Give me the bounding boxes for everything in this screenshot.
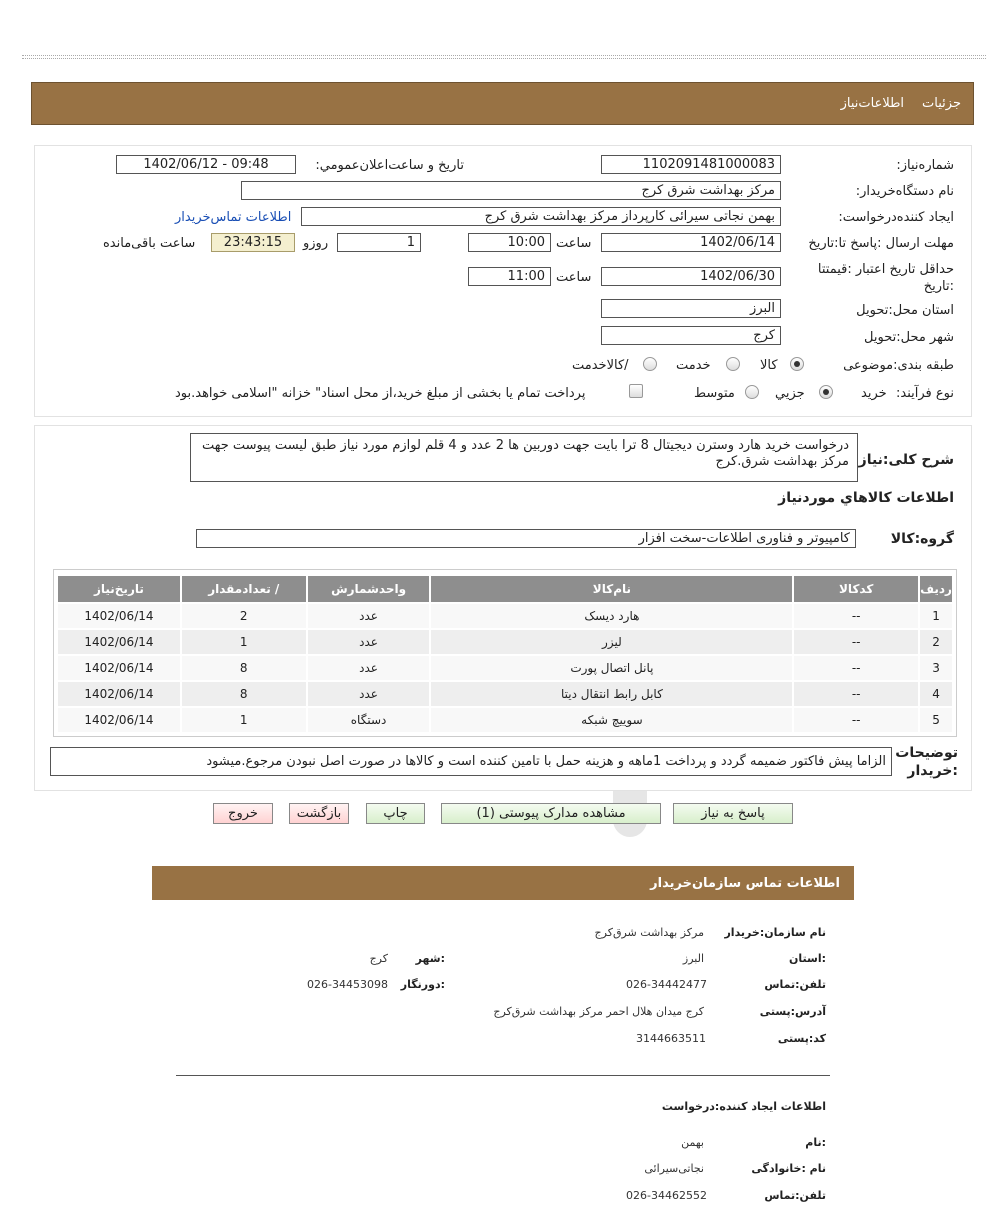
- need-number-field: 1102091481000083: [601, 155, 781, 174]
- creator-last-name-label: نام :خانوادگی: [751, 1162, 826, 1175]
- contact-address: کرج میدان هلال احمر مرکز بهداشت شرق‌کرج: [493, 1005, 704, 1018]
- buyer-contact-link[interactable]: اطلاعات تماس‌خریدار: [175, 210, 292, 225]
- category-radio-goods-service[interactable]: [643, 357, 657, 371]
- cell-row-number: 1: [920, 604, 952, 628]
- validity-time-field: 11:00: [468, 267, 551, 286]
- attachments-button[interactable]: مشاهده مدارک پیوستی (1): [441, 803, 661, 824]
- cell-need-date: 1402/06/14: [58, 708, 180, 732]
- contact-fax-label: :دورنگار: [400, 978, 445, 991]
- cell-goods-code: --: [794, 656, 918, 680]
- table-row: [58, 630, 952, 654]
- cell-quantity: 8: [182, 656, 306, 680]
- creator-phone-label: تلفن:تماس: [764, 1189, 826, 1202]
- cell-goods-name: هارد دیسک: [431, 604, 792, 628]
- breadcrumb-details[interactable]: جزئیات: [922, 96, 961, 111]
- contact-address-label: آدرس:پستی: [759, 1005, 826, 1018]
- col-goods-code: کدکالا: [794, 576, 918, 602]
- process-radio-small[interactable]: [819, 385, 833, 399]
- cell-row-number: 3: [920, 656, 952, 680]
- cell-need-date: 1402/06/14: [58, 656, 180, 680]
- cell-unit: عدد: [308, 682, 430, 706]
- creator-phone: 026-34462552: [626, 1189, 707, 1202]
- goods-group-field: کامپیوتر و فناوری اطلاعات-سخت افزار: [196, 529, 856, 548]
- cell-goods-name: لیزر: [431, 630, 792, 654]
- deadline-date-field: 1402/06/14: [601, 233, 781, 252]
- days-label: روزو: [303, 236, 329, 251]
- validity-time-label: ساعت: [556, 270, 592, 285]
- treasury-payment-checkbox[interactable]: [629, 384, 643, 398]
- contact-divider: [176, 1075, 830, 1076]
- cell-need-date: 1402/06/14: [58, 682, 180, 706]
- contact-city: کرج: [369, 952, 388, 965]
- announce-label: تاریخ و ساعت‌اعلان‌عمومي:: [315, 158, 464, 173]
- remaining-time-badge: 23:43:15: [211, 233, 295, 252]
- buyer-org-label: نام دستگاه‌خریدار:: [855, 184, 954, 199]
- table-row: [58, 708, 952, 732]
- announce-field: 1402/06/12 - 09:48: [116, 155, 296, 174]
- goods-info-title: اطلاعات کالاهاي مورد‌نیاز: [778, 490, 954, 506]
- cell-unit: دستگاه: [308, 708, 430, 732]
- creator-field: بهمن نجاتی سیرائی کارپرداز مرکز بهداشت شرق کرج: [301, 207, 781, 226]
- creator-last-name: نجاتی‌سیرائی: [644, 1162, 704, 1175]
- exit-button[interactable]: خروج: [213, 803, 273, 824]
- breadcrumb: [31, 82, 974, 125]
- cell-unit: عدد: [308, 630, 430, 654]
- table-row: [58, 682, 952, 706]
- contact-org-name-label: نام سازمان:خریدار: [724, 926, 826, 939]
- cell-unit: عدد: [308, 604, 430, 628]
- process-label: نوع فرآیند:: [896, 386, 954, 401]
- col-need-date: تاریخ‌نیاز: [58, 576, 180, 602]
- cell-need-date: 1402/06/14: [58, 630, 180, 654]
- buyer-notes-label-2: :خریدار: [907, 763, 958, 779]
- category-option-service: خدمت: [676, 358, 711, 373]
- contact-province-label: :استان: [789, 952, 826, 965]
- table-row: [58, 656, 952, 680]
- print-button[interactable]: چاپ: [366, 803, 425, 824]
- cell-goods-name: پانل اتصال پورت: [431, 656, 792, 680]
- cell-goods-code: --: [794, 630, 918, 654]
- contact-fax: 026-34453098: [307, 978, 388, 991]
- need-number-label: شماره‌نیاز:: [896, 158, 954, 173]
- contact-org-name: مرکز بهداشت شرق‌کرج: [594, 926, 704, 939]
- creator-info-title: اطلاعات ایجاد کننده:درخواست: [661, 1100, 826, 1113]
- cell-unit: عدد: [308, 656, 430, 680]
- goods-group-label: گروه:کالا: [890, 531, 954, 547]
- validity-label-2: :تاریخ: [923, 279, 954, 294]
- category-radio-goods[interactable]: [790, 357, 804, 371]
- contact-section-title: اطلاعات تماس سازمان‌خریدار: [152, 866, 854, 900]
- treasury-payment-note: پرداخت تمام یا بخشی از مبلغ خرید،از محل اسناد" خزانه "اسلامی خواهد.بود: [175, 386, 586, 401]
- description-box: درخواست خرید هارد وسترن دیجیتال 8 ترا بایت جهت دوربین ها 2 عدد و 4 قلم لوازم مورد نیاز طبق لیست پیوست جهت مرکز بهداشت شرق.کرج: [190, 433, 858, 482]
- cell-goods-name: کابل رابط انتقال دیتا: [431, 682, 792, 706]
- province-label: استان محل:تحویل: [856, 303, 954, 318]
- validity-label-1: حداقل تاریخ اعتبار :قیمتتا: [817, 262, 954, 277]
- buyer-notes-field: الزاما پیش فاکتور ضمیمه گردد و پرداخت 1ماهه و هزینه حمل با تامین کننده است و کالاها در صورت اصل نبودن مرجوع.میشود: [50, 747, 892, 776]
- creator-first-name: بهمن: [681, 1136, 704, 1149]
- back-button[interactable]: بازگشت: [289, 803, 349, 824]
- col-row-number: ردیف: [920, 576, 952, 602]
- contact-phone-label: تلفن:تماس: [764, 978, 826, 991]
- goods-table: [56, 574, 954, 734]
- table-header-row: [58, 576, 952, 602]
- contact-city-label: :شهر: [415, 952, 445, 965]
- contact-phone: 026-34442477: [626, 978, 707, 991]
- contact-postal: 3144663511: [636, 1032, 706, 1045]
- cell-quantity: 8: [182, 682, 306, 706]
- cell-goods-name: سوییچ شبکه: [431, 708, 792, 732]
- city-field: کرج: [601, 326, 781, 345]
- description-label: شرح کلی:نیاز: [858, 452, 954, 468]
- deadline-time-field: 10:00: [468, 233, 551, 252]
- table-row: [58, 604, 952, 628]
- cell-goods-code: --: [794, 604, 918, 628]
- deadline-label: مهلت ارسال :پاسخ تا:تاریخ: [808, 236, 954, 251]
- creator-first-name-label: :نام: [805, 1136, 826, 1149]
- category-label: طبقه بندی:موضوعی: [843, 358, 954, 373]
- breadcrumb-need-info[interactable]: اطلاعات‌نیاز: [840, 96, 905, 111]
- buyer-org-field: مرکز بهداشت شرق کرج: [241, 181, 781, 200]
- process-option-medium: متوسط: [694, 386, 735, 401]
- category-radio-service[interactable]: [726, 357, 740, 371]
- days-field: 1: [337, 233, 421, 252]
- cell-quantity: 2: [182, 604, 306, 628]
- deadline-time-label: ساعت: [556, 236, 592, 251]
- reply-button[interactable]: پاسخ به نیاز: [673, 803, 793, 824]
- cell-need-date: 1402/06/14: [58, 604, 180, 628]
- contact-postal-label: کد:پستی: [777, 1032, 826, 1045]
- cell-row-number: 2: [920, 630, 952, 654]
- cell-goods-code: --: [794, 682, 918, 706]
- category-option-goods: کالا: [760, 358, 778, 373]
- city-label: شهر محل:تحویل: [864, 330, 954, 345]
- validity-date-field: 1402/06/30: [601, 267, 781, 286]
- col-quantity: / تعدادمقدار: [182, 576, 306, 602]
- category-option-goods-service: /کالاخدمت: [572, 358, 629, 373]
- remaining-label: ساعت باقی‌مانده: [103, 236, 196, 251]
- process-radio-medium[interactable]: [745, 385, 759, 399]
- cell-goods-code: --: [794, 708, 918, 732]
- cell-quantity: 1: [182, 630, 306, 654]
- buyer-notes-label-1: توضیحات: [895, 745, 958, 761]
- contact-province: البرز: [682, 952, 704, 965]
- process-option-small: جزیي: [775, 386, 805, 401]
- province-field: البرز: [601, 299, 781, 318]
- cell-quantity: 1: [182, 708, 306, 732]
- col-goods-name: نام‌کالا: [431, 576, 792, 602]
- cell-row-number: 5: [920, 708, 952, 732]
- cell-row-number: 4: [920, 682, 952, 706]
- creator-label: ایجاد کننده‌درخواست:: [838, 210, 954, 225]
- col-unit: واحدشمارش: [308, 576, 430, 602]
- top-divider: [22, 55, 986, 59]
- process-buy-label: خرید: [861, 386, 887, 401]
